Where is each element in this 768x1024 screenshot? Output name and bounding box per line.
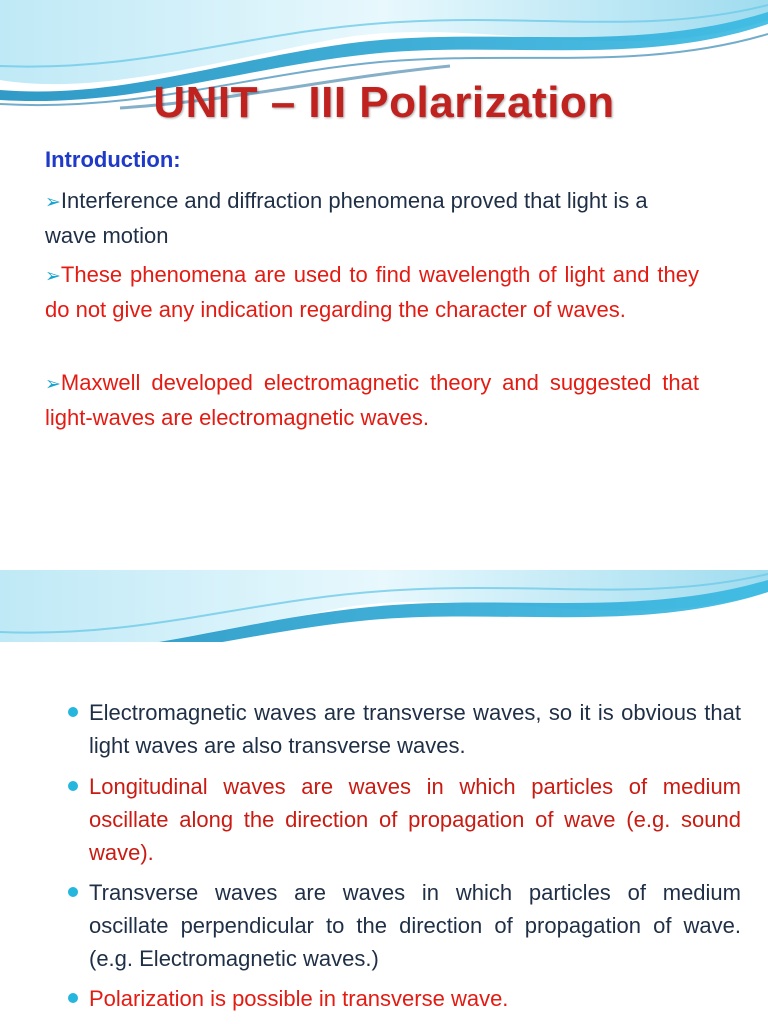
bullet-item-4: [89, 982, 741, 1015]
arrow-bullet-icon: ➢: [45, 192, 61, 213]
bullet-item-2: [89, 770, 741, 869]
slide-title: UNIT – III Polarization: [153, 78, 615, 127]
paragraph-1: [45, 184, 699, 252]
paragraph-1-text: Interference and diffraction phenomena proved that light is a wave motion: [45, 188, 648, 248]
bullet-item-1: [89, 696, 741, 762]
bullet-dot-icon: [68, 887, 78, 897]
bullet-item-3: [89, 876, 741, 975]
bullet-1-text: Electromagnetic waves are transverse waves, so it is obvious that light waves are also transverse waves.: [89, 700, 741, 758]
arrow-bullet-icon: ➢: [45, 374, 61, 395]
slide-2: [0, 512, 768, 1024]
wave-header-decoration: [0, 512, 768, 642]
arrow-bullet-icon: ➢: [45, 266, 61, 287]
paragraph-3-text: Maxwell developed electromagnetic theory and suggested that light-waves are electromagnetic waves.: [45, 370, 699, 430]
paragraph-2-text: These phenomena are used to find wavelength of light and they do not give any indication regarding the character of waves.: [45, 262, 699, 322]
intro-label: Introduction:: [45, 147, 181, 172]
bullet-dot-icon: [68, 781, 78, 791]
paragraph-3: [45, 366, 699, 434]
bullet-dot-icon: [68, 993, 78, 1003]
bullet-4-text: Polarization is possible in transverse wave.: [89, 986, 509, 1011]
paragraph-2: [45, 258, 699, 326]
bullet-dot-icon: [68, 707, 78, 717]
bullet-3-text: Transverse waves are waves in which particles of medium oscillate perpendicular to the direction of propagation of wave. (e.g. Electromagnetic waves.): [89, 880, 741, 971]
bullet-2-text: Longitudinal waves are waves in which particles of medium oscillate along the direction of propagation of wave (e.g. sound wave).: [89, 774, 741, 865]
